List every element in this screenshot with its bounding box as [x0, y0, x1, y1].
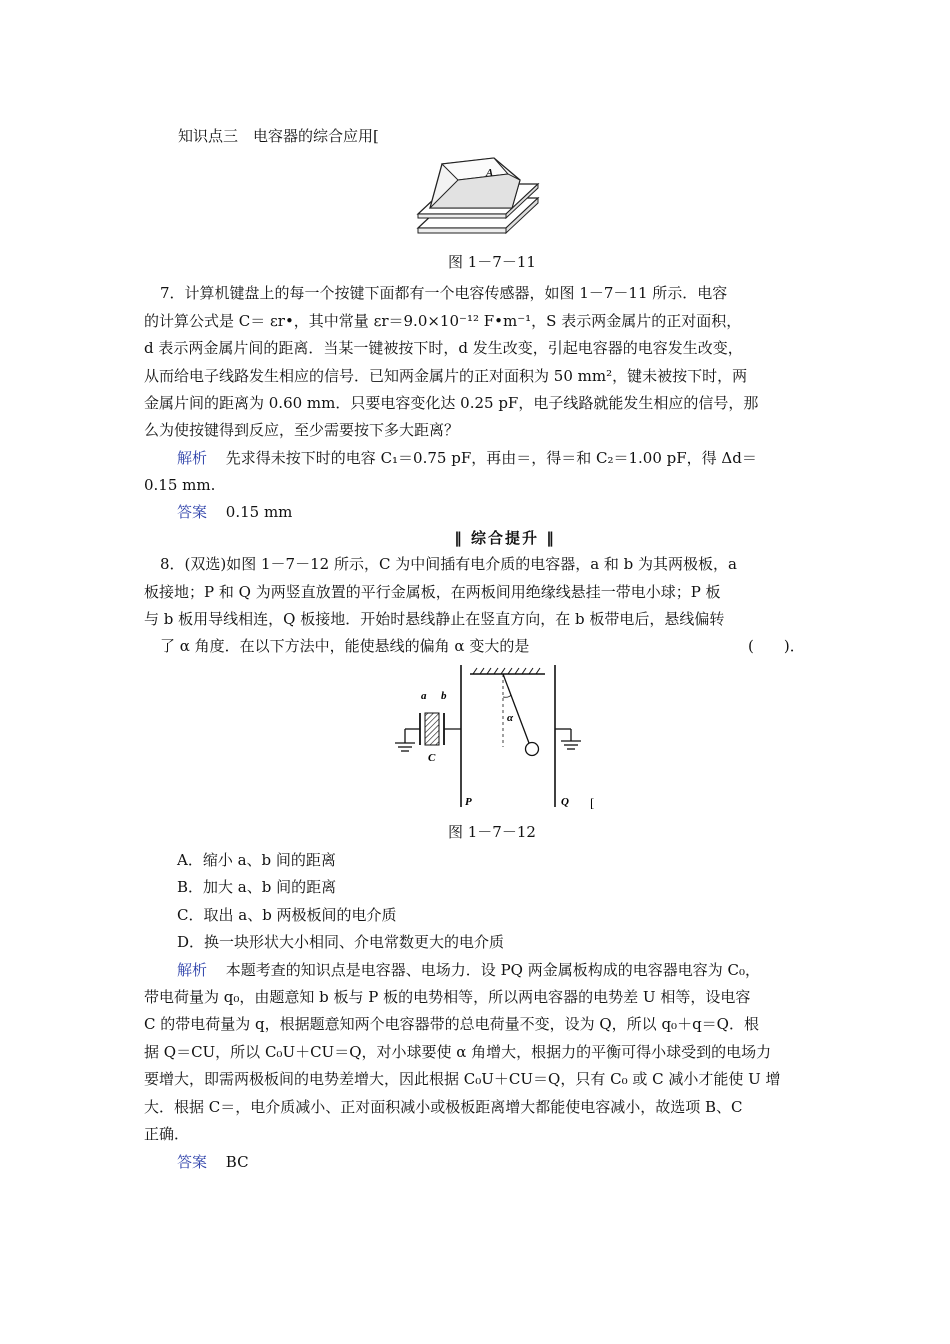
- q7-line: d 表示两金属片间的距离．当某一键被按下时，d 发生改变，引起电容器的电容发生改变，: [144, 339, 743, 357]
- q8-answer: [177, 1152, 249, 1172]
- svg-text:α: α: [507, 712, 514, 724]
- keyboard-key-figure: [410, 150, 545, 250]
- q8-line: 8．(双选)如图 1－7－12 所示，C 为中间插有电介质的电容器，a 和 b 为其两极板，a: [160, 555, 737, 573]
- q7-line: 么为使按键得到反应，至少需要按下多大距离？: [144, 421, 460, 439]
- key-label: A: [486, 167, 494, 179]
- svg-text:a: a: [421, 690, 427, 702]
- dielectric: [425, 713, 439, 745]
- analysis-text: 要增大，即需两极板间的电势差增大，因此根据 C₀U＋CU＝Q，只有 C₀ 或 C 减小才能使 U 增: [144, 1070, 781, 1088]
- figure-caption: 图 1－7－11: [448, 253, 536, 271]
- charged-ball: [526, 743, 539, 756]
- answer-text: BC: [225, 1153, 249, 1171]
- q7-line: 7．计算机键盘上的每一个按键下面都有一个电容传感器，如图 1－7－11 所示．电容: [160, 284, 728, 302]
- analysis-text: 先求得未按下时的电容 C₁＝0.75 pF，再由＝，得＝和 C₂＝1.00 pF，得 Δd＝: [225, 449, 757, 467]
- section-title: ‖ 综合提升 ‖: [454, 529, 556, 547]
- analysis-label: 解析: [177, 961, 208, 979]
- q8-line: 与 b 板用导线相连，Q 板接地．开始时悬线静止在竖直方向，在 b 板带电后，悬线偏转: [144, 610, 725, 628]
- q7-line: 从而给电子线路发生相应的信号．已知两金属片的正对面积为 50 mm²，键未被按下时，两: [144, 367, 748, 385]
- circuit-figure: [385, 665, 615, 810]
- svg-text:C: C: [428, 752, 436, 764]
- analysis-text: 正确．: [144, 1125, 190, 1143]
- q7-line: 金属片间的距离为 0.60 mm．只要电容变化达 0.25 pF，电子线路就能发生相应的信号，那: [144, 394, 759, 412]
- option-b: B．加大 a、b 间的距离: [177, 878, 337, 896]
- option-a: A．缩小 a、b 间的距离: [177, 851, 336, 869]
- analysis-text: C 的带电荷量为 q，根据题意知两个电容器带的总电荷量不变，设为 Q，所以 q₀＋q＝Q．根: [144, 1015, 759, 1033]
- analysis-text: 0.15 mm.: [144, 476, 216, 494]
- analysis-text: 带电荷量为 q₀，由题意知 b 板与 P 板的电势相等，所以两电容器的电势差 U 相等，设电容: [144, 988, 751, 1006]
- answer-label: 答案: [177, 503, 208, 521]
- svg-text:[: [: [590, 795, 595, 810]
- q8-analysis: [177, 960, 760, 980]
- q8-line: 了 α 角度．在以下方法中，能使悬线的偏角 α 变大的是: [160, 637, 530, 655]
- svg-text:P: P: [465, 796, 472, 808]
- analysis-text: 据 Q＝CU，所以 C₀U＋CU＝Q，对小球要使 α 角增大，根据力的平衡可得小球受到的电场力: [144, 1043, 772, 1061]
- q7-answer: [177, 502, 292, 522]
- q7-analysis: [177, 448, 757, 468]
- q8-line: 板接地；P 和 Q 为两竖直放置的平行金属板，在两板间用绝缘线悬挂一带电小球；P 板: [144, 583, 721, 601]
- answer-text: 0.15 mm: [225, 503, 293, 521]
- section-heading: 知识点三 电容器的综合应用[: [178, 127, 379, 145]
- option-d: D．换一块形状大小相同、介电常数更大的电介质: [177, 933, 505, 951]
- analysis-text: 本题考查的知识点是电容器、电场力．设 PQ 两金属板构成的电容器电容为 C₀，: [225, 961, 760, 979]
- analysis-text: 大．根据 C＝，电介质减小、正对面积减小或极板距离增大都能使电容减小，故选项 B、C: [144, 1098, 743, 1116]
- q7-line: 的计算公式是 C＝ εr•，其中常量 εr＝9.0×10⁻¹² F•m⁻¹，S 表示两金属片的正对面积，: [144, 312, 742, 330]
- answer-label: 答案: [177, 1153, 208, 1171]
- svg-text:b: b: [441, 690, 447, 702]
- option-c: C．取出 a、b 两极板间的电介质: [177, 906, 397, 924]
- figure-caption: 图 1－7－12: [448, 823, 536, 841]
- answer-bracket: ( )．: [748, 637, 805, 655]
- thread: [503, 674, 529, 743]
- analysis-label: 解析: [177, 449, 208, 467]
- svg-text:Q: Q: [561, 796, 569, 808]
